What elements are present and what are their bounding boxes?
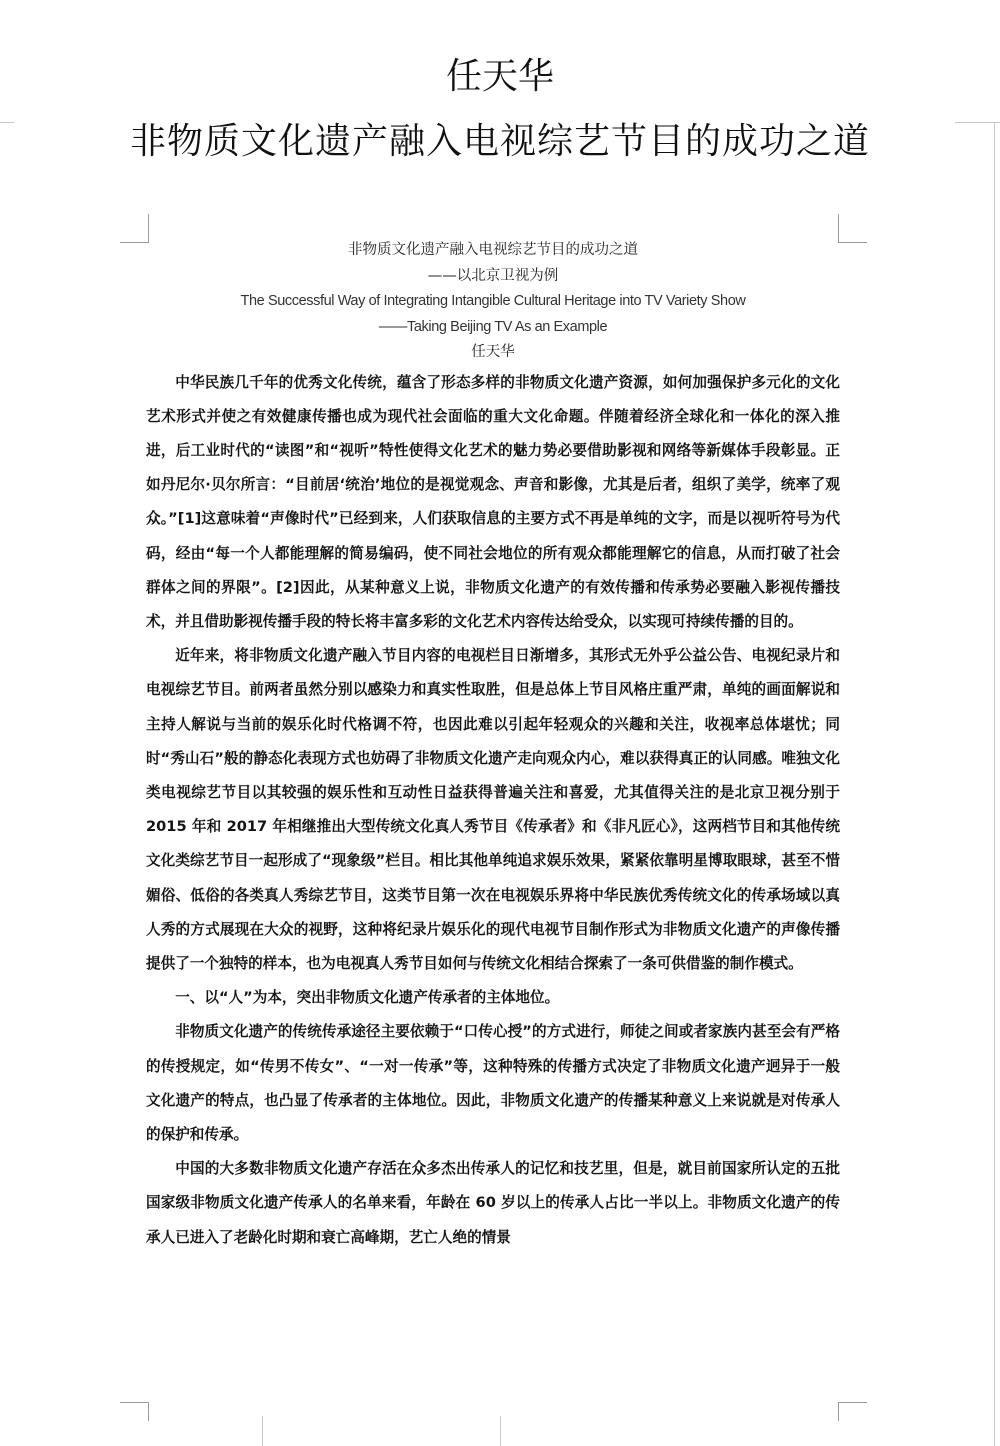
paragraph-1: 中华民族几千年的优秀文化传统，蕴含了形态多样的非物质文化遗产资源，如何加强保护多元化的文化艺术形式并使之有效健康传播也成为现代社会面临的重大文化命题。伴随着经济全球化和一体化的深入推进，后工业时代的“读图”和“视听”特性使得文化艺术的魅力势必要借助影视和网络等新媒体手段彰显。正如丹尼尔·贝尔所言：“目前居‘统治’地位的是视觉观念、声音和影像，尤其是后者，组织了美学，统率了观众。”[1]这意味着“声像时代”已经到来，人们获取信息的主要方式不再是单纯的文字，而是以视听符号为代码，经由“每一个人都能理解的简易编码，使不同社会地位的所有观众都能理解它的信息，从而打破了社会群体之间的界限”。[2]因此，从某种意义上说，非物质文化遗产的有效传播和传承势必要融入影视传播技术，并且借助影视传播手段的特长将丰富多彩的文化艺术内容传达给受众，以实现可持续传播的目的。 [146,373,840,630]
crop-mark-bottom-right [838,1402,867,1421]
crop-mark-bottom-left [120,1402,149,1421]
section-heading-1: 一、以“人”为本，突出非物质文化遗产传承者的主体地位。 [175,989,560,1007]
crop-mark-top-right [838,214,867,243]
left-page-edge [0,122,14,123]
paragraph-3: 非物质文化遗产的传统传承途径主要依赖于“口传心授”的方式进行，师徒之间或者家族内甚至会有严格的传授规定，如“传男不传女”、“一对一传承”等，这种特殊的传播方式决定了非物质文化遗产迥异于一般文化遗产的特点，也凸显了传承者的主体地位。因此，非物质文化遗产的传播某种意义上来说就是对传承人的保护和传承。 [146,1023,840,1143]
bottom-divider-right [500,1416,501,1446]
document-subtitle: ——以北京卫视为例 [427,267,559,284]
bottom-divider-left [262,1416,263,1446]
crop-mark-top-left [120,214,149,243]
document-title: 非物质文化遗产融入电视综艺节目的成功之道 [348,242,638,258]
document-subtitle-en: ——Taking Beijing TV As an Example [378,318,608,335]
document-title-en: The Successful Way of Integrating Intangible Cultural Heritage into TV Variety Show [240,293,746,309]
paragraph-2: 近年来，将非物质文化遗产融入节目内容的电视栏目日渐增多，其形式无外乎公益公告、电视纪录片和电视综艺节目。前两者虽然分别以感染力和真实性取胜，但是总体上节目风格庄重严肃，单纯的画面解说和主持人解说与当前的娱乐化时代格调不符，也因此难以引起年轻观众的兴趣和关注，收视率总体堪忧；同时“秀山石”般的静态化表现方式也妨碍了非物质文化遗产走向观众内心，难以获得真正的认同感。唯独文化类电视综艺节目以其较强的娱乐性和互动性日益获得普遍关注和喜爱，尤其值得关注的是北京卫视分别于 2015 年和 2017 年相继推出大型传统文化真人秀节目《传承者》和《非凡匠心》，这两档节目和其他传统文化类综艺节目一起形成了“现象级”栏目。相比其他单纯追求娱乐效果，紧紧依靠明星博取眼球，甚至不惜媚俗、低俗的各类真人秀综艺节目，这类节目第一次在电视娱乐界将中华民族优秀传统文化的传承场域以真人秀的方式展现在大众的视野，这种将纪录片娱乐化的现代电视节目制作形式为非物质文化遗产的声像传播提供了一个独特的样本，也为电视真人秀节目如何与传统文化相结合探索了一条可供借鉴的制作模式。 [146,647,840,972]
document-author: 任天华 [471,344,515,360]
document-page [146,238,840,1388]
top-title: 非物质文化遗产融入电视综艺节目的成功之道 [129,121,870,162]
right-page-border [994,122,995,1446]
paragraph-4: 中国的大多数非物质文化遗产存活在众多杰出传承人的记忆和技艺里，但是，就目前国家所认定的五批国家级非物质文化遗产传承人的名单来看，年龄在 60 岁以上的传承人占比一半以上。非物质文化遗产的传承人已进入了老龄化时期和衰亡高峰期，艺亡人绝的情景 [146,1160,840,1246]
top-author: 任天华 [445,56,554,97]
